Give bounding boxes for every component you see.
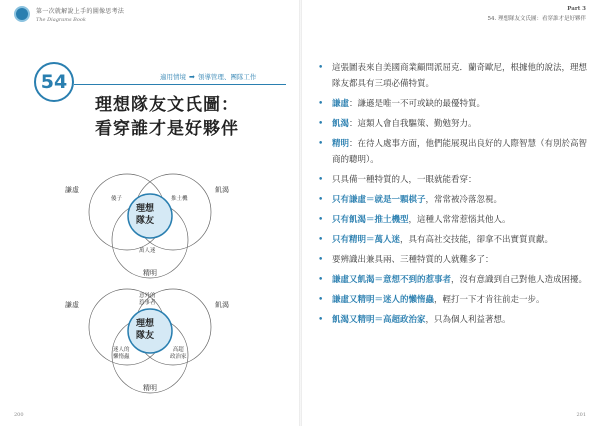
chapter-number: 54 [40, 71, 68, 93]
section-subtitle: 54. 理想隊友文氏圖：看穿誰才是好夥伴 [487, 16, 586, 22]
venn-diagram-1 [55, 170, 245, 280]
venn2-overlap-a-line2: 惹事者 [139, 299, 156, 306]
venn1-label-hungry: 飢渴 [215, 186, 229, 194]
venn2-overlap-b-line1: 迷人的 [113, 347, 130, 353]
bullet-lead: 謙虛 [332, 99, 350, 109]
bullet-text: ，只為個人利益著想。 [425, 315, 511, 325]
chapter-number-badge [34, 62, 74, 102]
venn2-lovable-slacker [113, 347, 130, 361]
bullet-lead: 只有謙虛＝就是一顆棋子 [332, 195, 426, 205]
running-header-right [488, 6, 587, 22]
venn1-label-smart: 精明 [143, 269, 157, 277]
bullet-icon: • [318, 255, 324, 265]
bullet-text: ，沒有意識到自己對他人造成困擾。 [451, 275, 588, 285]
venn2-center-line2: 隊友 [136, 330, 155, 341]
venn2-label-humble: 謙虛 [65, 301, 79, 309]
venn2-overlap-a-line1: 意外的 [139, 293, 156, 299]
page-number-right: 201 [576, 412, 586, 418]
bullet-icon: • [318, 175, 324, 185]
bullet-list [318, 60, 588, 332]
bullet-text: 要辨識出兼具兩、三種特質的人就難多了： [332, 255, 494, 265]
bullet-text: 只具備一種特質的人，一眼就能看穿： [332, 175, 477, 185]
bullet-lead: 飢渴 [332, 119, 350, 129]
venn1-center [136, 204, 154, 227]
bullet-text: ：在待人處事方面，他們能展現出良好的人際智慧（有別於高智商的聰明）。 [332, 139, 588, 165]
bullet-lead: 精明 [332, 139, 350, 149]
book-title: The Diagrams Book [36, 17, 86, 23]
bullet-icon: • [318, 275, 324, 285]
bullet-text: ，這種人常常惹惱其他人。 [408, 215, 511, 225]
bullet-text: ，常常被冷落忽視。 [425, 195, 503, 205]
venn-diagram-2 [55, 285, 245, 395]
list-item [318, 96, 588, 112]
title-rule [74, 84, 286, 85]
venn2-overlap-c-line1: 高超 [172, 347, 184, 353]
usage-tags [160, 72, 256, 81]
bullet-icon: • [318, 295, 324, 305]
tag-context: 適用情境 [160, 73, 186, 81]
bullet-text: ，具有高社交技能，卻拿不出實質貢獻。 [400, 235, 554, 245]
venn1-charmer: 萬人迷 [139, 248, 156, 254]
bullet-lead: 飢渴又精明＝高超政治家 [332, 315, 426, 325]
bullet-lead: 謙虛又飢渴＝意想不到的惹事者 [332, 275, 452, 285]
bullet-icon: • [318, 99, 324, 109]
list-item [318, 272, 588, 288]
venn2-skillful-politician [170, 347, 187, 361]
bullet-icon: • [318, 195, 324, 205]
series-title: 第一次就解說上手的圖像思考法 [36, 8, 125, 15]
bullet-lead: 只有精明＝萬人迷 [332, 235, 401, 245]
running-header-left [14, 6, 124, 23]
list-item [318, 60, 588, 92]
bullet-icon: • [318, 63, 324, 73]
part-label: Part 3 [567, 6, 586, 12]
bullet-icon: • [318, 119, 324, 129]
venn2-accidental-mess-maker [139, 293, 156, 307]
tag-areas: 領導管理、團隊工作 [197, 73, 257, 81]
venn1-pawn: 傻子 [111, 196, 123, 202]
venn2-center-line1: 理想 [136, 319, 155, 329]
bullet-lead: 只有飢渴＝推土機型 [332, 215, 409, 225]
bullet-lead: 謙虛又精明＝迷人的懶惰蟲 [332, 295, 435, 305]
list-item [318, 292, 588, 308]
bullet-text: 這張圖表來自美國商業顧問派屈克．蘭奇歐尼，根據他的說法，理想隊友都具有三項必備特質。 [332, 63, 588, 89]
bullet-icon: • [318, 139, 324, 149]
list-item [318, 192, 588, 208]
bullet-icon: • [318, 315, 324, 325]
venn1-center-line1: 理想 [136, 204, 155, 214]
venn2-label-hungry: 飢渴 [215, 301, 229, 309]
list-item [318, 212, 588, 228]
arrow-right-icon: ➡ [189, 72, 195, 81]
list-item [318, 252, 588, 268]
bullet-icon: • [318, 235, 324, 245]
venn2-overlap-c-line2: 政治家 [170, 353, 187, 360]
book-logo-icon [14, 6, 30, 22]
list-item [318, 116, 588, 132]
page-number-left: 200 [14, 412, 24, 418]
venn1-center-line2: 隊友 [136, 215, 155, 226]
venn2-center [136, 319, 154, 342]
right-page [302, 0, 600, 426]
list-item [318, 136, 588, 168]
page-title-line1: 理想隊友文氏圖： [95, 95, 239, 115]
list-item [318, 312, 588, 328]
venn2-overlap-b-line2: 懶惰蟲 [113, 353, 130, 360]
page-title-line2: 看穿誰才是好夥伴 [95, 119, 239, 139]
bullet-text: ，輕打一下才肯往前走一步。 [434, 295, 545, 305]
venn1-label-humble: 謙虛 [65, 186, 79, 194]
bullet-text: ：這類人會自我驅策、勤勉努力。 [349, 119, 477, 129]
bullet-text: ：謙遜是唯一不可或缺的最優特質。 [349, 99, 486, 109]
list-item [318, 232, 588, 248]
bullet-icon: • [318, 215, 324, 225]
venn1-bulldozer: 推土機 [171, 196, 188, 202]
list-item [318, 172, 588, 188]
venn2-label-smart: 精明 [143, 384, 157, 392]
